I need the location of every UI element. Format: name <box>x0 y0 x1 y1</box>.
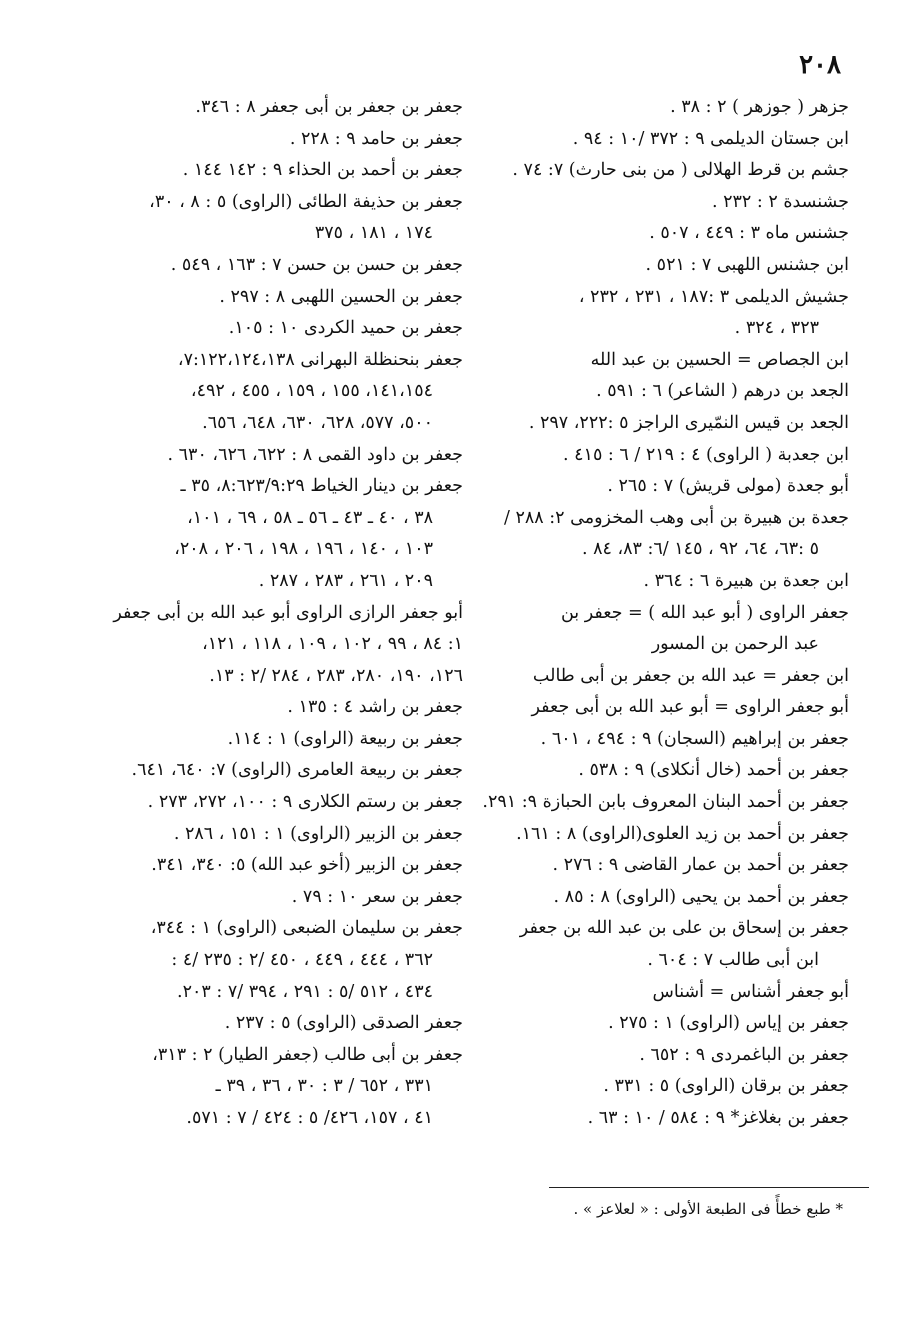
index-entry: الجعد بن قيس النمّيرى الراجز ٥ :٢٢٢، ٢٩٧ . <box>528 412 849 433</box>
index-entry: جعفر بن الزبير (الراوى) ١ : ١٥١ ، ٢٨٦ . <box>173 823 463 844</box>
index-entry-continuation: ٣٣١ ، ٦٥٢ / ٣ : ٣٠ ، ٣٦ ، ٣٩ ـ <box>215 1076 433 1097</box>
index-entry: أبو جعفر أشناس = أشناس <box>652 981 849 1002</box>
index-entry: جعفر بن برقان (الراوى) ٥ : ٣٣١ . <box>603 1076 849 1097</box>
index-entry: جعدة بن هبيرة بن أبى وهب المخزومى ٢: ٢٨٨ / <box>504 507 849 528</box>
index-entry: ابن الجصاص = الحسين بن عبد الله <box>590 349 849 370</box>
index-entry: جعفر بن داود القمى ٨ : ٦٢٢، ٦٢٦، ٦٣٠ . <box>167 444 463 465</box>
index-entry-continuation: ٣٨ ، ٤٠ ـ ٤٣ ـ ٥٦ ـ ٥٨ ، ٦٩ ، ١٠١، <box>187 507 433 528</box>
index-entry: جعفر بن دينار الخياط ٨:٦٢٣/٩:٢٩، ٣٥ ـ <box>180 476 463 497</box>
index-entry: الجعد بن درهم ( الشاعر) ٦ : ٥٩١ . <box>596 381 849 402</box>
index-entry: ابن جعفر = عبد الله بن جعفر بن أبى طالب <box>532 665 849 686</box>
footnote: * طبع خطأً فى الطبعة الأولى : « لعلاعز » . <box>573 1200 843 1218</box>
index-entry-continuation: ٣٦٢ ، ٤٤٤ ، ٤٤٩ ، ٤٥٠ /٢ : ٢٣٥ /٤ : <box>171 950 433 971</box>
index-entry-continuation: ١٧٤ ، ١٨١ ، ٣٧٥ <box>314 223 433 244</box>
index-entry: جعفر بن حسن بن حسن ٧ : ١٦٣ ، ٥٤٩ . <box>170 254 463 275</box>
index-entry: جعفر بن الباغمردى ٩ : ٦٥٢ . <box>639 1044 849 1065</box>
index-entry: ابن جستان الديلمى ٩ : ٣٧٢ /١٠ : ٩٤ . <box>572 128 849 149</box>
index-entry: جعفر بن حامد ٩ : ٢٢٨ . <box>289 128 463 149</box>
index-entry: جعفر الصدقى (الراوى) ٥ : ٢٣٧ . <box>224 1013 463 1034</box>
index-entry: جعفر بن إسحاق بن على بن عبد الله بن جعفر <box>519 918 849 939</box>
index-entry-continuation: ١٠٣ ، ١٤٠ ، ١٩٦ ، ١٩٨ ، ٢٠٦ ، ٢٠٨، <box>174 539 433 560</box>
index-entry: جعفر بن بغلاغز* ٩ : ٥٨٤ / ١٠ : ٦٣ . <box>587 1108 849 1128</box>
index-entry: جعفر بن الحسين اللهبى ٨ : ٢٩٧ . <box>219 286 463 307</box>
index-entry: ابن جشنس اللهبى ٧ : ٥٢١ . <box>645 254 849 275</box>
index-entry: جعفر بن أحمد بن عمار القاضى ٩ : ٢٧٦ . <box>552 855 849 876</box>
index-entry: جعفر بن إبراهيم (السجان) ٩ : ٤٩٤ ، ٦٠١ . <box>540 728 849 749</box>
index-entry: جعفر بن جعفر بن أبى جعفر ٨ : ٣٤٦. <box>195 97 463 117</box>
index-entry-continuation: ٥٠٠، ٥٧٧، ٦٢٨، ٦٣٠، ٦٤٨، ٦٥٦. <box>202 412 433 433</box>
index-entry: جعفر بن حذيفة الطائى (الراوى) ٥ : ٨ ، ٣٠، <box>149 191 463 212</box>
index-entry: جعفر بنحنظلة البهرانى ٧:١٢٢،١٢٤،١٣٨، <box>177 349 463 370</box>
index-entry-continuation: ٢٠٩ ، ٢٦١ ، ٢٨٣ ، ٢٨٧ . <box>258 570 433 591</box>
index-entry: جعفر بن ربيعة (الراوى) ١ : ١١٤. <box>227 728 463 749</box>
index-entry: أبو جعفر الرازى الراوى أبو عبد الله بن أبى جعفر <box>113 602 463 623</box>
footnote-divider <box>549 1187 869 1188</box>
index-entry: جعفر بن أحمد بن الحذاء ٩ : ١٤٢ ١٤٤ . <box>182 160 463 181</box>
index-entry: جعفر بن سعر ١٠ : ٧٩ . <box>291 886 463 907</box>
index-entry: جعفر بن سليمان الضبعى (الراوى) ١ : ٣٤٤، <box>150 918 463 939</box>
index-entry: أبو جعدة (مولى قريش) ٧ : ٢٦٥ . <box>607 476 849 497</box>
index-entry: جعفر بن الزبير (أخو عبد الله) ٥: ٣٤٠، ٣٤١. <box>151 855 463 876</box>
left-column <box>95 92 463 1135</box>
index-entry: جعفر بن حميد الكردى ١٠ : ١٠٥. <box>228 318 463 339</box>
index-entry: جشنس ماه ٣ : ٤٤٩ ، ٥٠٧ . <box>649 223 849 244</box>
index-columns <box>95 92 849 1135</box>
index-entry: جعفر بن ربيعة العامرى (الراوى) ٧: ٦٤٠، ٦٤١. <box>131 760 463 781</box>
index-entry-continuation: ١٤١،١٥٤، ١٥٥ ، ١٥٩ ، ٤٥٥ ، ٤٩٢، <box>190 381 433 402</box>
index-entry: جزهر ( جوزهر ) ٢ : ٣٨ . <box>670 97 849 117</box>
right-column <box>481 92 849 1135</box>
index-entry-continuation: ٤٣٤ ، ٥١٢ /٥ : ٢٩١ ، ٣٩٤ /٧ : ٢٠٣. <box>177 981 433 1002</box>
index-entry: ابن جعدة بن هبيرة ٦ : ٣٦٤ . <box>643 570 849 591</box>
index-entry: جعفر بن أحمد (خال أنكلاى) ٩ : ٥٣٨ . <box>578 760 849 781</box>
index-entry-continuation: ٤١ ، ١٥٧، ٤٢٦/ ٥ : ٤٢٤ / ٧ : ٥٧١. <box>186 1108 433 1128</box>
page-number: ٢٠٨ <box>799 50 841 80</box>
index-entry: جعفر الراوى ( أبو عبد الله ) = جعفر بن <box>560 602 849 623</box>
index-entry: ابن جعدبة ( الراوى) ٤ : ٢١٩ / ٦ : ٤١٥ . <box>563 444 849 465</box>
index-entry: جعفر بن أحمد بن يحيى (الراوى) ٨ : ٨٥ . <box>553 886 849 907</box>
index-entry: جشيش الديلمى ٣ :١٨٧ ، ٢٣١ ، ٢٣٢ ، <box>578 286 849 307</box>
index-entry-continuation: ابن أبى طالب ٧ : ٦٠٤ . <box>647 950 819 971</box>
index-entry-continuation: ٥ :٦٣، ٦٤، ٩٢ ، ١٤٥ /٦: ٨٣، ٨٤ . <box>581 539 819 560</box>
index-entry: جعفر بن راشد ٤ : ١٣٥ . <box>287 697 463 718</box>
index-entry: جشنسدة ٢ : ٢٣٢ . <box>711 191 849 212</box>
index-entry: أبو جعفر الراوى = أبو عبد الله بن أبى جعفر <box>531 697 849 718</box>
index-entry: ١: ٨٤ ، ٩٩ ، ١٠٢ ، ١٠٩ ، ١١٨ ، ١٢١، <box>202 634 463 655</box>
index-entry: جعفر بن أحمد البنان المعروف بابن الحبازة ٩: ٢٩١. <box>482 792 849 813</box>
index-entry-continuation: ٣٢٣ ، ٣٢٤ . <box>734 318 819 339</box>
index-entry: جعفر بن إياس (الراوى) ١ : ٢٧٥ . <box>608 1013 849 1034</box>
index-entry: جعفر بن أبى طالب (جعفر الطيار) ٢ : ٣١٣، <box>152 1044 463 1065</box>
index-entry: ١٢٦، ١٩٠، ٢٨٠، ٢٨٣ ، ٢٨٤ /٢ : ١٣. <box>209 665 463 686</box>
index-entry: جعفر بن رستم الكلارى ٩ : ١٠٠، ٢٧٢، ٢٧٣ . <box>147 792 463 813</box>
index-entry: جعفر بن أحمد بن زيد العلوى(الراوى) ٨ : ١٦١. <box>516 823 849 844</box>
index-entry-continuation: عبد الرحمن بن المسور <box>651 634 819 655</box>
index-entry: جشم بن قرط الهلالى ( من بنى حارث) ٧: ٧٤ . <box>512 160 849 181</box>
